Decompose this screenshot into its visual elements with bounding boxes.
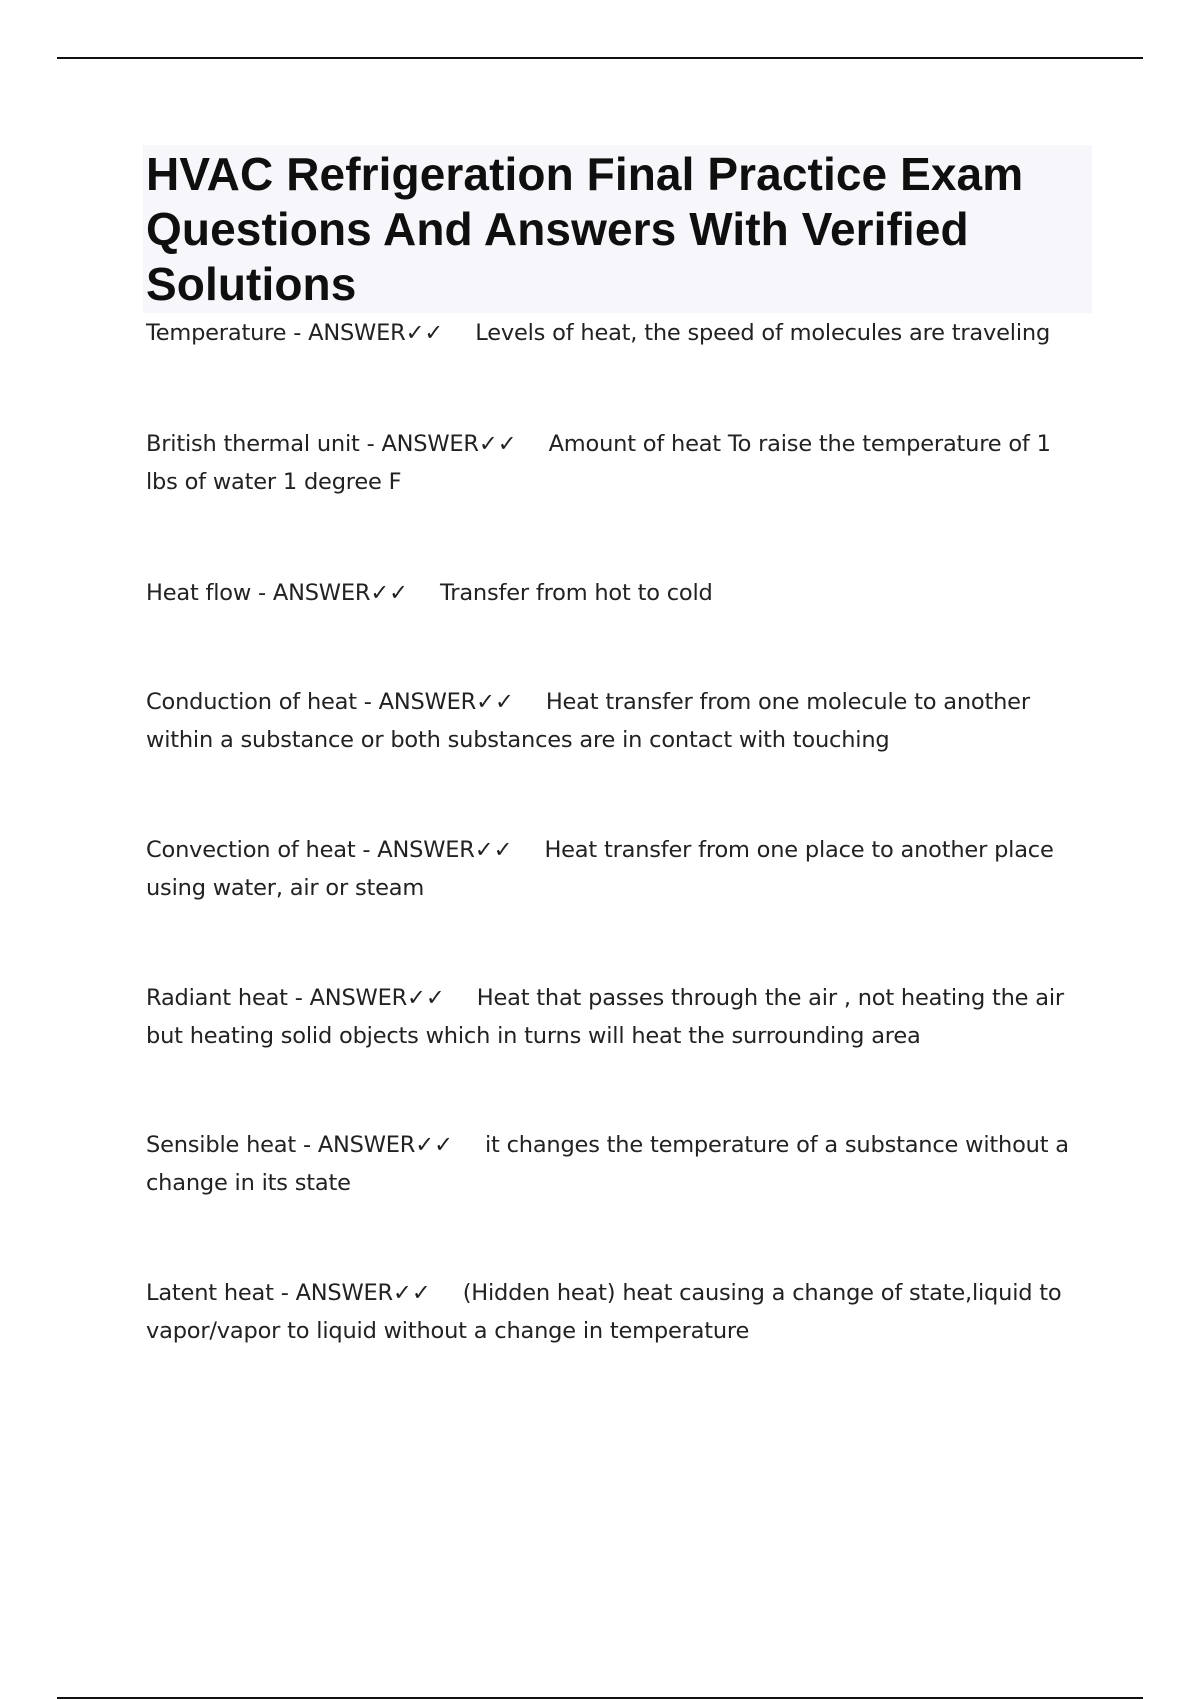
qa-item-heat-flow	[146, 574, 1086, 612]
qa-term: Temperature	[146, 320, 287, 346]
qa-term: Conduction of heat	[146, 689, 357, 715]
header-rule	[57, 57, 1143, 59]
document-title: HVAC Refrigeration Final Practice Exam Questions And Answers With Verified Solutions	[146, 148, 1024, 310]
qa-answer: (Hidden heat) heat causing a change of state,liquid to vapor/vapor to liquid without a change in temperature	[146, 1280, 1062, 1344]
check-marks-icon: ✓✓	[392, 1280, 431, 1306]
qa-answer: Transfer from hot to cold	[440, 580, 713, 606]
check-marks-icon: ✓✓	[476, 689, 514, 715]
answer-separator: - ANSWER	[251, 580, 371, 606]
check-marks-icon: ✓✓	[407, 985, 445, 1011]
qa-item-radiant-heat	[146, 979, 1086, 1055]
qa-term: Radiant heat	[146, 985, 288, 1011]
check-marks-icon: ✓✓	[478, 431, 517, 457]
answer-separator: - ANSWER	[356, 689, 477, 715]
title-block	[143, 145, 1092, 313]
qa-item-convection-of-heat	[146, 831, 1086, 907]
qa-answer: it changes the temperature of a substance without a change in its state	[146, 1132, 1069, 1196]
qa-term: Latent heat	[146, 1280, 274, 1306]
answer-separator: - ANSWER	[273, 1280, 393, 1306]
qa-answer: Amount of heat To raise the temperature of 1 lbs of water 1 degree F	[146, 431, 1051, 495]
check-marks-icon: ✓✓	[370, 580, 409, 606]
qa-answer: Heat transfer from one molecule to another within a substance or both substances are in contact with touching	[146, 689, 1030, 753]
qa-answer: Levels of heat, the speed of molecules are traveling	[475, 320, 1051, 346]
answer-separator: - ANSWER	[286, 320, 406, 346]
qa-item-british-thermal-unit	[146, 425, 1086, 501]
qa-item-conduction-of-heat	[146, 683, 1086, 759]
footer-rule	[57, 1697, 1143, 1699]
check-marks-icon: ✓✓	[405, 320, 444, 346]
answer-separator: - ANSWER	[296, 1132, 416, 1158]
qa-answer: Heat that passes through the air , not heating the air but heating solid objects which in turns will heat the surrounding area	[146, 985, 1064, 1049]
qa-answer: Heat transfer from one place to another place using water, air or steam	[146, 837, 1054, 901]
check-marks-icon: ✓✓	[474, 837, 513, 863]
qa-term: Convection of heat	[146, 837, 356, 863]
qa-item-latent-heat	[146, 1274, 1086, 1350]
qa-term: Heat flow	[146, 580, 252, 606]
qa-item-sensible-heat	[146, 1126, 1086, 1202]
answer-separator: - ANSWER	[359, 431, 479, 457]
qa-item-temperature	[146, 314, 1086, 352]
check-marks-icon: ✓✓	[415, 1132, 453, 1158]
answer-separator: - ANSWER	[287, 985, 408, 1011]
qa-term: British thermal unit	[146, 431, 360, 457]
answer-separator: - ANSWER	[355, 837, 475, 863]
qa-term: Sensible heat	[146, 1132, 297, 1158]
